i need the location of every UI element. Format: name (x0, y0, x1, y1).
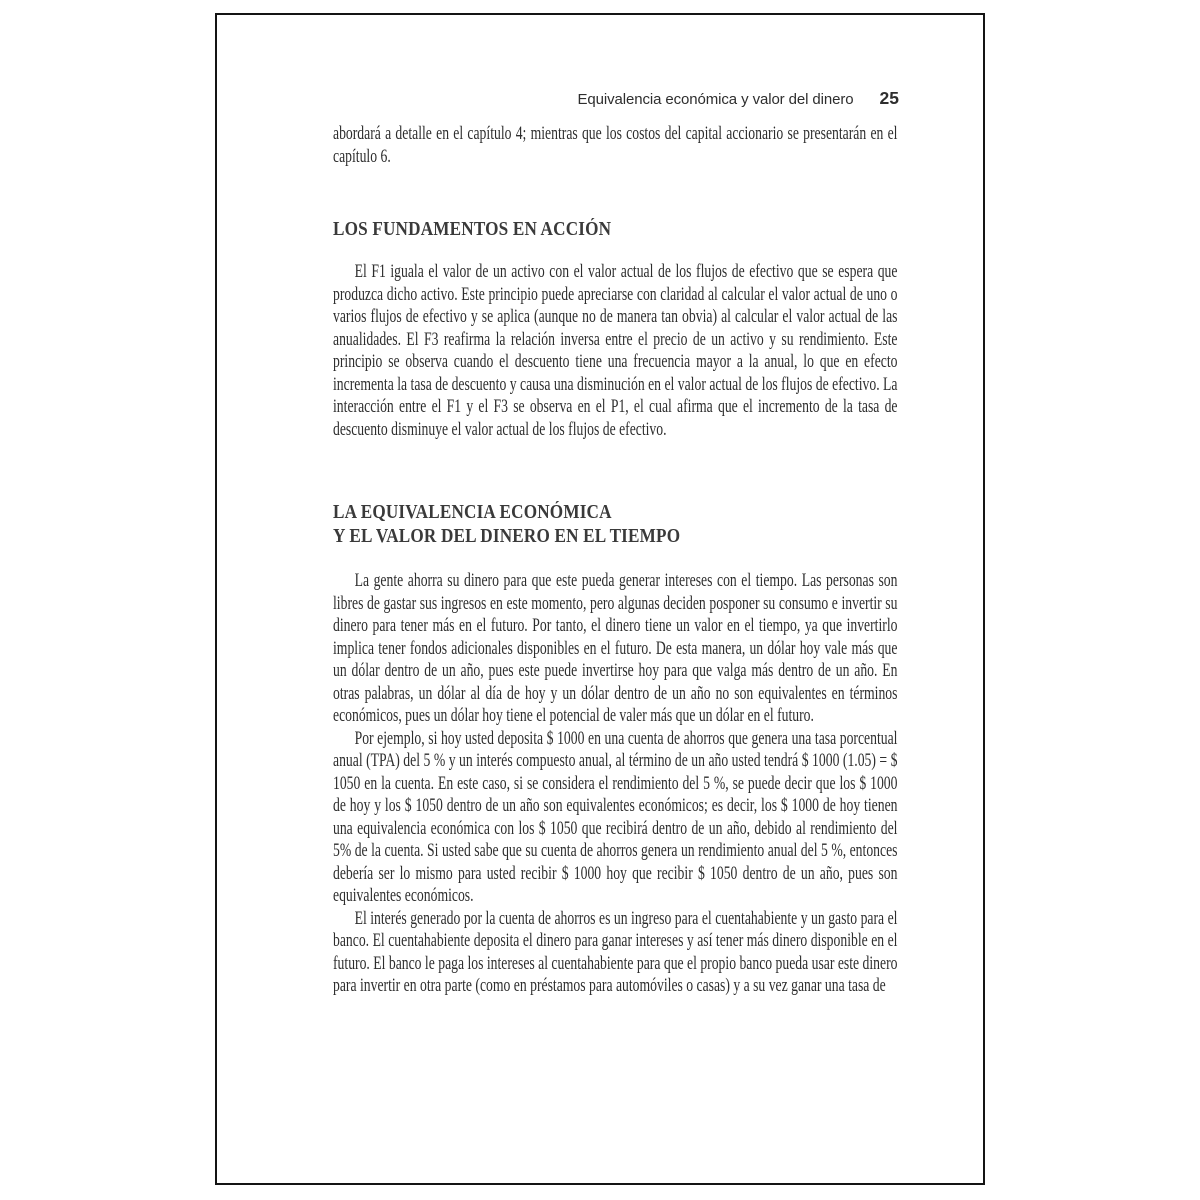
section-heading-equivalencia (333, 501, 680, 548)
page-number: 25 (879, 88, 899, 108)
paragraph-interes-banco: El interés generado por la cuenta de ahorros es un ingreso para el cuentahabiente y un gasto para el banco. El cuentahabiente deposita el dinero para ganar intereses y así tener más dinero disponible en el futuro. El banco le paga los intereses al cuentahabiente para que el propio banco pueda usar este dinero para invertir en otra parte (como en préstamos para automóviles o casas) y a su vez ganar una tasa de (333, 907, 898, 996)
heading-equivalencia-line-1: LA EQUIVALENCIA ECONÓMICA (333, 502, 612, 523)
intro-paragraph: abordará a detalle en el capítulo 4; mientras que los costos del capital accionario se presentarán en el capítulo 6. (333, 123, 898, 167)
paragraph-ejemplo-deposito: Por ejemplo, si hoy usted deposita $ 1000 en una cuenta de ahorros que genera una tasa porcentual anual (TPA) del 5 % y un interés compuesto anual, al término de un año usted tendrá $ 1000 (1.05) = $ 1050 en la cuenta. En este caso, si se considera el rendimiento del 5 %, se puede decir que los $ 1000 de hoy y los $ 1050 dentro de un año son equivalentes económicos; es decir, los $ 1000 de hoy tienen una equivalencia económica con los $ 1050 que recibirá dentro de un año, debido al rendimiento del 5% de la cuenta. Si usted sabe que su cuenta de ahorros genera un rendimiento anual del 5 %, entonces debería ser lo mismo para usted recibir $ 1000 hoy que recibir $ 1050 dentro de un año, pues son equivalentes económicos. (333, 727, 898, 906)
running-header-title: Equivalencia económica y valor del dinero (577, 91, 854, 108)
paragraph-fundamentos: El F1 iguala el valor de un activo con el valor actual de los flujos de efectivo que se espera que produzca dicho activo. Este principio puede apreciarse con claridad al calcular el valor actual de uno o varios flujos de efectivo y se aplica (aunque no de manera tan obvia) al calcular el valor actual de las anualidades. El F3 reafirma la relación inversa entre el precio de un activo y su rendimiento. Este principio se observa cuando el descuento tiene una frecuencia mayor a la anual, lo que en efecto incrementa la tasa de descuento y causa una disminución en el valor actual de los flujos de efectivo. La interacción entre el F1 y el F3 se observa en el P1, el cual afirma que el incremento de la tasa de descuento disminuye el valor actual de los flujos de efectivo. (333, 261, 898, 440)
heading-equivalencia-line-2: Y EL VALOR DEL DINERO EN EL TIEMPO (333, 525, 681, 547)
section-body-equivalencia (333, 570, 897, 998)
running-header (333, 88, 899, 109)
page (215, 13, 985, 1185)
paragraph-ahorro: La gente ahorra su dinero para que este pueda generar intereses con el tiempo. Las personas son libres de gastar sus ingresos en este momento, pero algunas deciden posponer su consumo e invertir su dinero para tener más en el futuro. Por tanto, el dinero tiene un valor en el tiempo, ya que invertirlo implica tener fondos adicionales disponibles en el futuro. De esta manera, un dólar hoy vale más que un dólar dentro de un año, pues este puede invertirse hoy para que valga más dentro de un año. En otras palabras, un dólar al día de hoy y un dólar dentro de un año no son equivalentes en términos económicos, pues un dólar hoy tiene el potencial de valer más que un dólar en el futuro. (333, 570, 898, 726)
section-heading-fundamentos: LOS FUNDAMENTOS EN ACCIÓN (333, 219, 612, 240)
